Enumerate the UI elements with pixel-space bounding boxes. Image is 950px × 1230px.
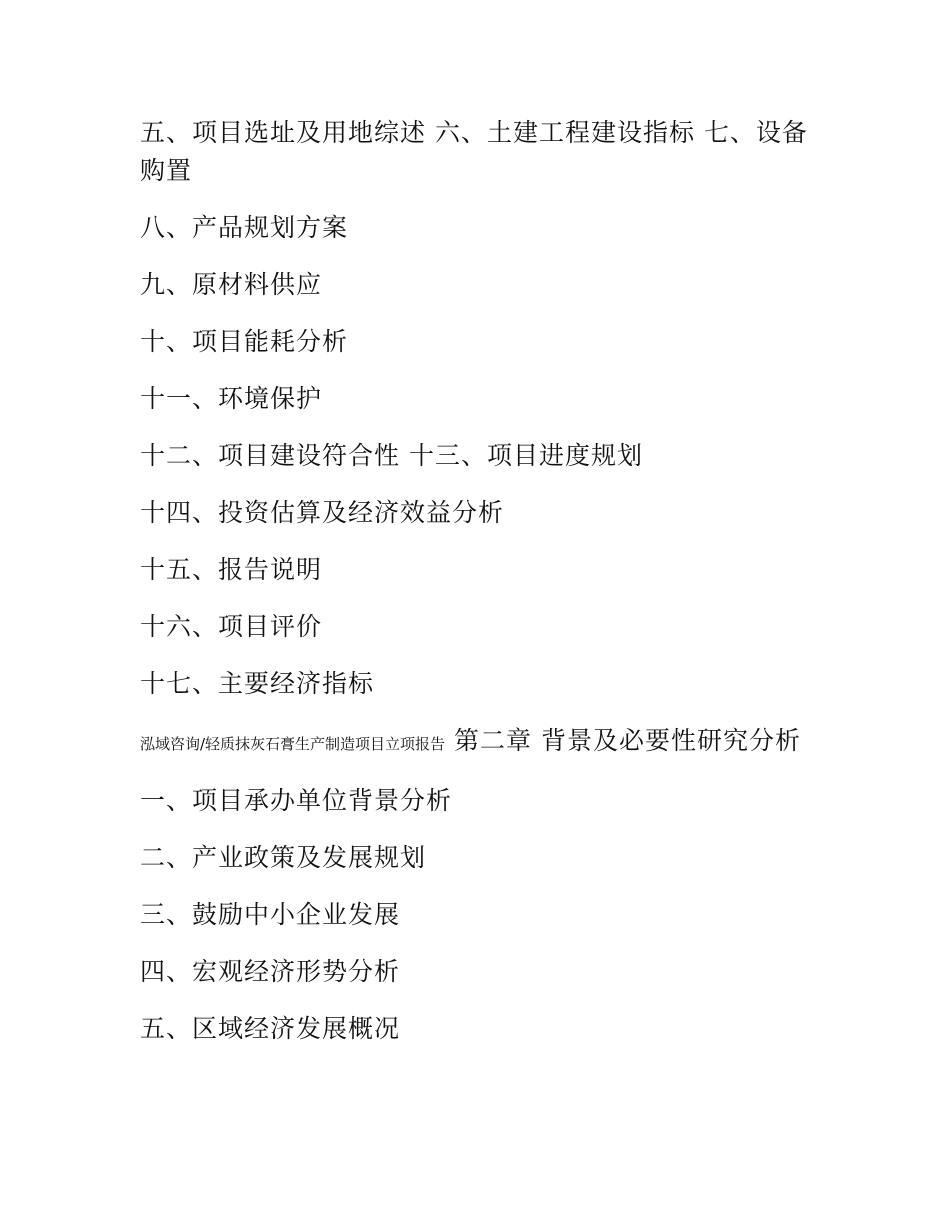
toc-item: 十四、投资估算及经济效益分析 xyxy=(140,498,505,527)
toc-item: 十、项目能耗分析 xyxy=(140,327,349,356)
toc-item: 五、区域经济发展概况 xyxy=(140,1014,401,1043)
toc-item: 十二、项目建设符合性 十三、项目进度规划 xyxy=(140,441,643,470)
toc-item: 五、项目选址及用地综述 六、土建工程建设指标 七、设备购置 xyxy=(140,118,808,185)
toc-item: 一、项目承办单位背景分析 xyxy=(140,786,453,815)
running-header: 泓域咨询/轻质抹灰石膏生产制造项目立项报告 xyxy=(140,735,446,753)
toc-item: 十七、主要经济指标 xyxy=(140,669,375,698)
toc-item: 八、产品规划方案 xyxy=(140,213,349,242)
toc-item: 十六、项目评价 xyxy=(140,612,323,641)
toc-item: 九、原材料供应 xyxy=(140,270,323,299)
toc-item: 二、产业政策及发展规划 xyxy=(140,843,427,872)
toc-item: 十一、环境保护 xyxy=(140,384,323,413)
chapter-heading-line xyxy=(140,722,820,763)
toc-content xyxy=(140,114,820,1067)
chapter-title: 第二章 背景及必要性研究分析 xyxy=(454,726,801,755)
toc-item: 四、宏观经济形势分析 xyxy=(140,957,401,986)
toc-item: 三、鼓励中小企业发展 xyxy=(140,900,401,929)
toc-item: 十五、报告说明 xyxy=(140,555,323,584)
